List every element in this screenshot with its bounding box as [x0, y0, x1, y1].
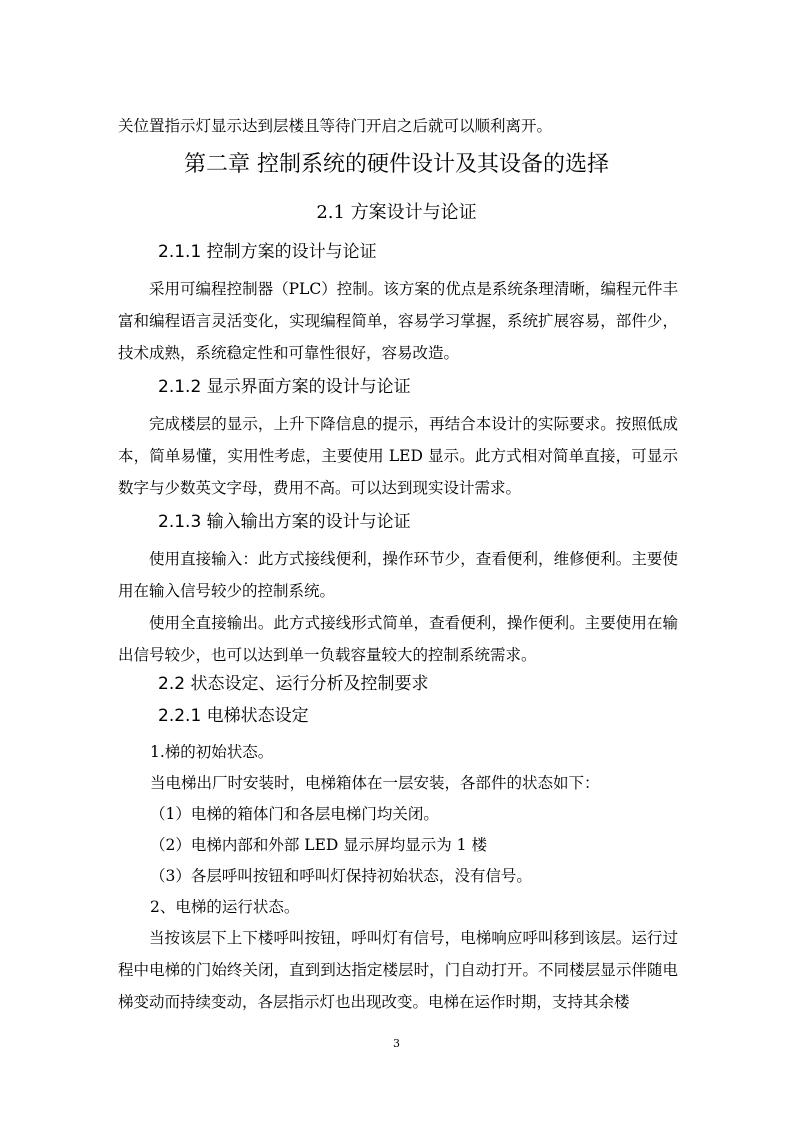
subsection-heading-2-1-1: 2.1.1 控制方案的设计与论证: [158, 242, 377, 262]
subsection-heading-2-1-3: 2.1.3 输入输出方案的设计与论证: [158, 512, 411, 532]
section-heading-2-1: 2.1 方案设计与论证: [316, 202, 477, 223]
initial-state-heading: 1.梯的初始状态。: [150, 743, 274, 761]
paragraph-2-1-2: 完成楼层的显示，上升下降信息的提示，再结合本设计的实际要求。按照低成本，简单易懂，实用性考虑，主要使用 LED 显示。此方式相对简单直接，可显示数字与少数英文字母，费用不高。可以达到现实设计需求。: [118, 415, 678, 497]
section-heading-2-2: 2.2 状态设定、运行分析及控制要求: [158, 674, 429, 694]
chapter-title: 第二章 控制系统的硬件设计及其设备的选择: [184, 152, 609, 177]
subsection-heading-2-2-1: 2.2.1 电梯状态设定: [158, 706, 309, 726]
carryover-line: 关位置指示灯显示达到层楼且等待门开启之后就可以顺利离开。: [118, 117, 553, 135]
running-state-heading: 2、电梯的运行状态。: [150, 898, 300, 916]
initial-state-item-1: （1）电梯的箱体门和各层电梯门均关闭。: [150, 805, 439, 823]
initial-state-item-2: （2）电梯内部和外部 LED 显示屏均显示为 1 楼: [150, 836, 487, 854]
page-number: 3: [393, 1037, 400, 1050]
paragraph-2-1-1: 采用可编程控制器（PLC）控制。该方案的优点是系统条理清晰，编程元件丰富和编程语言灵活变化，实现编程简单，容易学习掌握，系统扩展容易，部件少，技术成熟，系统稳定性和可靠性很好，容易改造。: [118, 280, 678, 362]
paragraph-running-state: 当按该层下上下楼呼叫按钮，呼叫灯有信号，电梯响应呼叫移到该层。运行过程中电梯的门始终关闭，直到到达指定楼层时，门自动打开。不同楼层显示伴随电梯变动而持续变动，各层指示灯也出现改变。电梯在运作时期，支持其余楼: [118, 929, 678, 1011]
paragraph-2-1-3-input: 使用直接输入：此方式接线便利，操作环节少，查看便利，维修便利。主要使用在输入信号较少的控制系统。: [118, 550, 678, 600]
initial-state-item-3: （3）各层呼叫按钮和呼叫灯保持初始状态，没有信号。: [150, 867, 532, 885]
subsection-heading-2-1-2: 2.1.2 显示界面方案的设计与论证: [158, 377, 411, 397]
paragraph-2-1-3-output: 使用全直接输出。此方式接线形式简单，查看便利，操作便利。主要使用在输出信号较少，也可以达到单一负载容量较大的控制系统需求。: [118, 614, 678, 664]
initial-state-intro: 当电梯出厂时安装时，电梯箱体在一层安装，各部件的状态如下：: [150, 774, 600, 792]
